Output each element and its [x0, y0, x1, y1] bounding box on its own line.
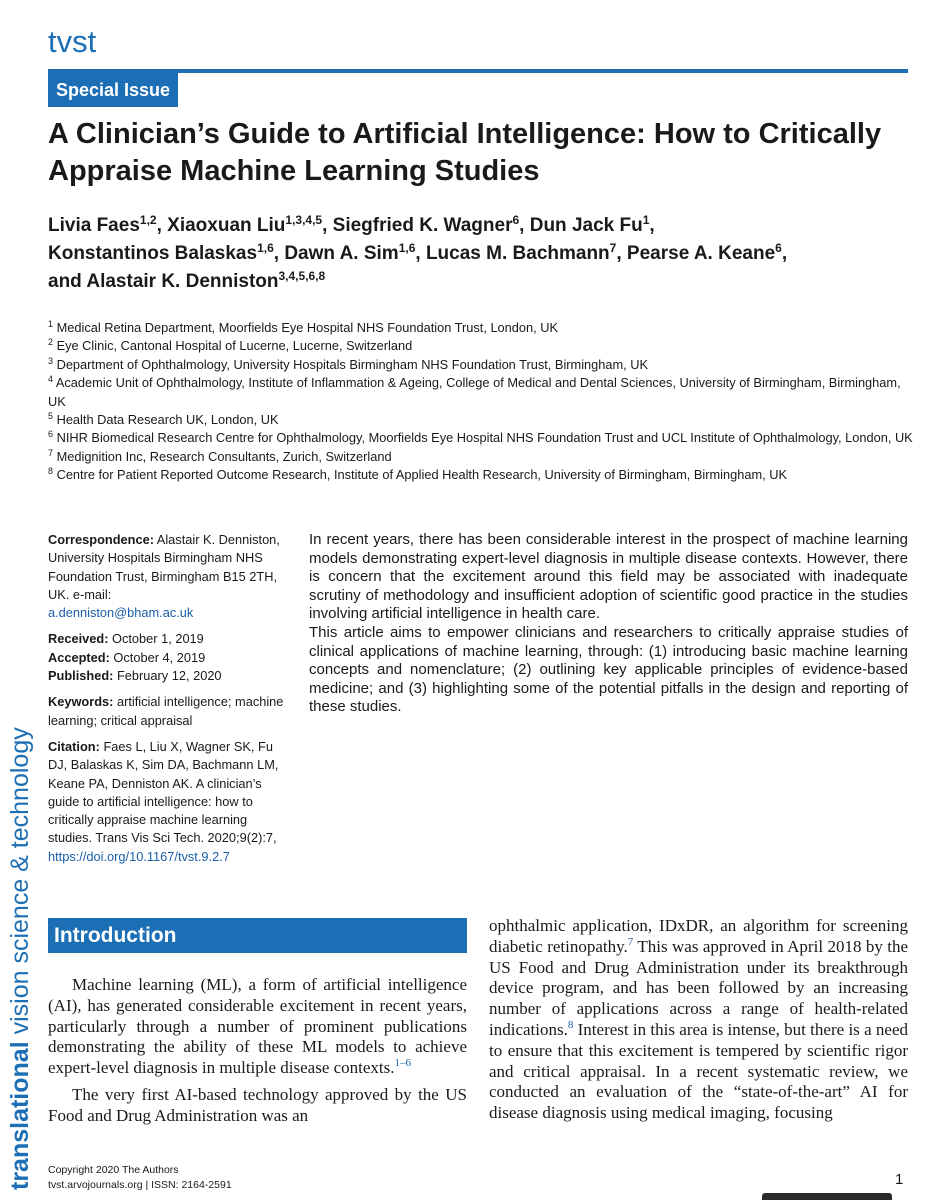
author-affil: 6: [775, 241, 782, 255]
abstract: [309, 531, 908, 717]
received-label: Received:: [48, 631, 109, 647]
author-affil: 1,6: [257, 241, 274, 255]
author: Siegfried K. Wagner: [332, 215, 513, 236]
intro-left-column: [48, 975, 467, 1133]
affil-num: 6: [48, 429, 54, 440]
scan-artifact: [762, 1193, 892, 1200]
citation: [48, 738, 288, 866]
keywords-text: artificial intelligence; machine learning; critical appraisal: [48, 694, 284, 728]
journal-logo: tvst: [48, 24, 97, 59]
author-sep: ,: [415, 243, 426, 264]
introduction-heading: Introduction: [48, 918, 467, 953]
author-sep: ,: [156, 215, 168, 236]
affiliation-item: [48, 448, 918, 466]
author: Dawn A. Sim: [284, 243, 399, 264]
accepted-date: October 4, 2019: [109, 649, 206, 665]
affil-text: Eye Clinic, Cantonal Hospital of Lucerne, Lucerne, Switzerland: [56, 338, 413, 354]
published-date: February 12, 2020: [113, 668, 222, 684]
author-affil: 1: [642, 213, 650, 227]
correspondence: [48, 531, 288, 622]
intro-p2-text: The very first AI-based technology approved by the US Food and Drug Administration was an: [48, 1084, 467, 1125]
author: Livia Faes: [48, 215, 140, 236]
author: Xiaoxuan Liu: [167, 215, 286, 236]
author-list: [48, 212, 908, 296]
affil-text: Department of Ophthalmology, University Hospitals Birmingham NHS Foundation Trust, Birmingham, UK: [56, 356, 649, 372]
title-line-1: A Clinician’s Guide to Artificial Intelligence: How to Critically: [48, 118, 882, 150]
banner-rest: vision science & technology: [6, 727, 34, 1042]
correspondence-text: Alastair K. Denniston, University Hospitals Birmingham NHS Foundation Trust, Birmingham B15 2TH, UK. e-mail:: [48, 532, 280, 602]
affiliation-item: [48, 356, 918, 374]
author-affil: 1,3,4,5: [285, 213, 323, 227]
accepted-label: Accepted:: [48, 649, 110, 665]
affiliation-item: [48, 374, 918, 411]
author: and Alastair K. Denniston: [48, 271, 279, 292]
reference-link[interactable]: 8: [567, 1018, 574, 1031]
special-issue-badge: Special Issue: [48, 73, 178, 107]
affil-text: Health Data Research UK, London, UK: [56, 412, 279, 428]
author-sep: ,: [616, 243, 627, 264]
author-affil: 3,4,5,6,8: [278, 269, 326, 283]
author: Dun Jack Fu: [529, 215, 643, 236]
author-sep: ,: [781, 243, 788, 264]
affil-text: NIHR Biomedical Research Centre for Ophthalmology, Moorfields Eye Hospital NHS Foundation Trust and UCL Institute of Ophthalmology, London, UK: [56, 430, 913, 446]
journal-side-banner: [0, 700, 40, 1190]
reference-link[interactable]: 7: [627, 935, 634, 948]
affiliation-item: [48, 411, 918, 429]
author-sep: ,: [273, 243, 285, 264]
dates: [48, 630, 288, 685]
copyright: Copyright 2020 The Authors: [48, 1164, 179, 1176]
article-info-sidebar: [48, 531, 288, 874]
author-sep: ,: [649, 215, 655, 236]
affiliation-item: [48, 337, 918, 355]
citation-label: Citation:: [48, 738, 100, 754]
intro-r1-text: ophthalmic application, IDxDR, an algorithm for screening diabetic retinopathy.: [489, 916, 908, 956]
intro-p1-text: Machine learning (ML), a form of artificial intelligence (AI), has generated considerable excitement in recent years, particularly through a number of prominent publications demonstrating the ability of these ML models to achieve expert-level diagnosis in multiple disease contexts.: [48, 975, 467, 1078]
author-affil: 7: [609, 241, 617, 255]
affil-num: 7: [48, 447, 54, 458]
intro-paragraph: [48, 1085, 467, 1127]
affiliation-list: [48, 319, 918, 485]
author-sep: ,: [519, 215, 530, 236]
citation-text: Faes L, Liu X, Wagner SK, Fu DJ, Balaskas K, Sim DA, Bachmann LM, Keane PA, Denniston AK. A clinician’s guide to artificial intelligence: how to critically appraise machine learning studies. Trans Vis Sci Tech. 2020;9(2):7,: [48, 738, 279, 846]
received-date: October 1, 2019: [108, 631, 204, 647]
affil-text: Academic Unit of Ophthalmology, Institute of Inflammation & Ageing, College of Medical and Dental Sciences, University of Birmingham, Birmingham, UK: [48, 375, 901, 409]
article-title: [48, 116, 928, 190]
abstract-p2: This article aims to empower clinicians and researchers to critically appraise studies of clinical applications of machine learning, through: (1) introducing basic machine learning concepts and nomenclature; (2) outlining key applicable principles of evidence-based medicine; and (3) highlighting some of the potential pitfalls in the design and reporting of these studies.: [309, 623, 908, 716]
banner-bold: translational: [6, 1041, 34, 1190]
intro-right-column: [489, 916, 908, 1124]
affiliation-item: [48, 429, 918, 447]
keywords: [48, 693, 288, 730]
author-sep: ,: [322, 215, 333, 236]
affil-num: 1: [48, 319, 54, 329]
affil-text: Medignition Inc, Research Consultants, Zurich, Switzerland: [56, 448, 392, 464]
affiliation-item: [48, 466, 918, 484]
intro-r3-text: Interest in this area is intense, but there is a need to ensure that this excitement is tempered by scientific rigor and critical appraisal. In a recent systematic review, we conducted an evaluation of the “state-of-the-art” AI for disease diagnosis using medical imaging, focusing: [489, 1019, 908, 1123]
email-link[interactable]: a.denniston@bham.ac.uk: [48, 605, 194, 621]
abstract-p1: In recent years, there has been considerable interest in the prospect of machine learning models demonstrating expert-level diagnosis in multiple disease contexts. However, there is concern that the excitement around this field may be associated with inadequate scrutiny of methodology and insufficient adoption of scientific good practice in the studies involving artificial intelligence in health care.: [309, 531, 908, 623]
author: Konstantinos Balaskas: [48, 243, 258, 264]
doi-link[interactable]: https://doi.org/10.1167/tvst.9.2.7: [48, 848, 230, 864]
author-affil: 1,2: [139, 213, 157, 227]
affil-num: 4: [48, 374, 54, 385]
affil-text: Centre for Patient Reported Outcome Research, Institute of Applied Health Research, University of Birmingham, Birmingham, UK: [56, 467, 788, 483]
reference-link[interactable]: 1–6: [394, 1057, 412, 1070]
correspondence-label: Correspondence:: [48, 532, 154, 547]
affil-num: 2: [48, 337, 54, 348]
author: Lucas M. Bachmann: [425, 243, 610, 264]
intro-paragraph: [489, 916, 908, 1124]
author: Pearse A. Keane: [626, 243, 776, 264]
keywords-label: Keywords:: [48, 694, 114, 710]
affiliation-item: [48, 319, 918, 337]
page-number: 1: [895, 1171, 904, 1188]
intro-r2-text: This was approved in April 2018 by the US Food and Drug Administration under its breakthrough device program, and has been followed by an increasing number of applications across a range of health-related indications.: [489, 936, 909, 1039]
published-label: Published:: [48, 668, 114, 684]
affil-num: 3: [48, 355, 54, 366]
author-affil: 1,6: [398, 241, 416, 255]
affil-num: 5: [48, 411, 54, 422]
author-affil: 6: [512, 213, 520, 227]
issn: tvst.arvojournals.org | ISSN: 2164-2591: [48, 1179, 232, 1191]
affil-num: 8: [48, 466, 54, 477]
affil-text: Medical Retina Department, Moorfields Eye Hospital NHS Foundation Trust, London, UK: [56, 320, 559, 335]
intro-paragraph: [48, 975, 467, 1079]
title-line-2: Appraise Machine Learning Studies: [48, 155, 540, 187]
page-footer: [48, 1163, 232, 1193]
